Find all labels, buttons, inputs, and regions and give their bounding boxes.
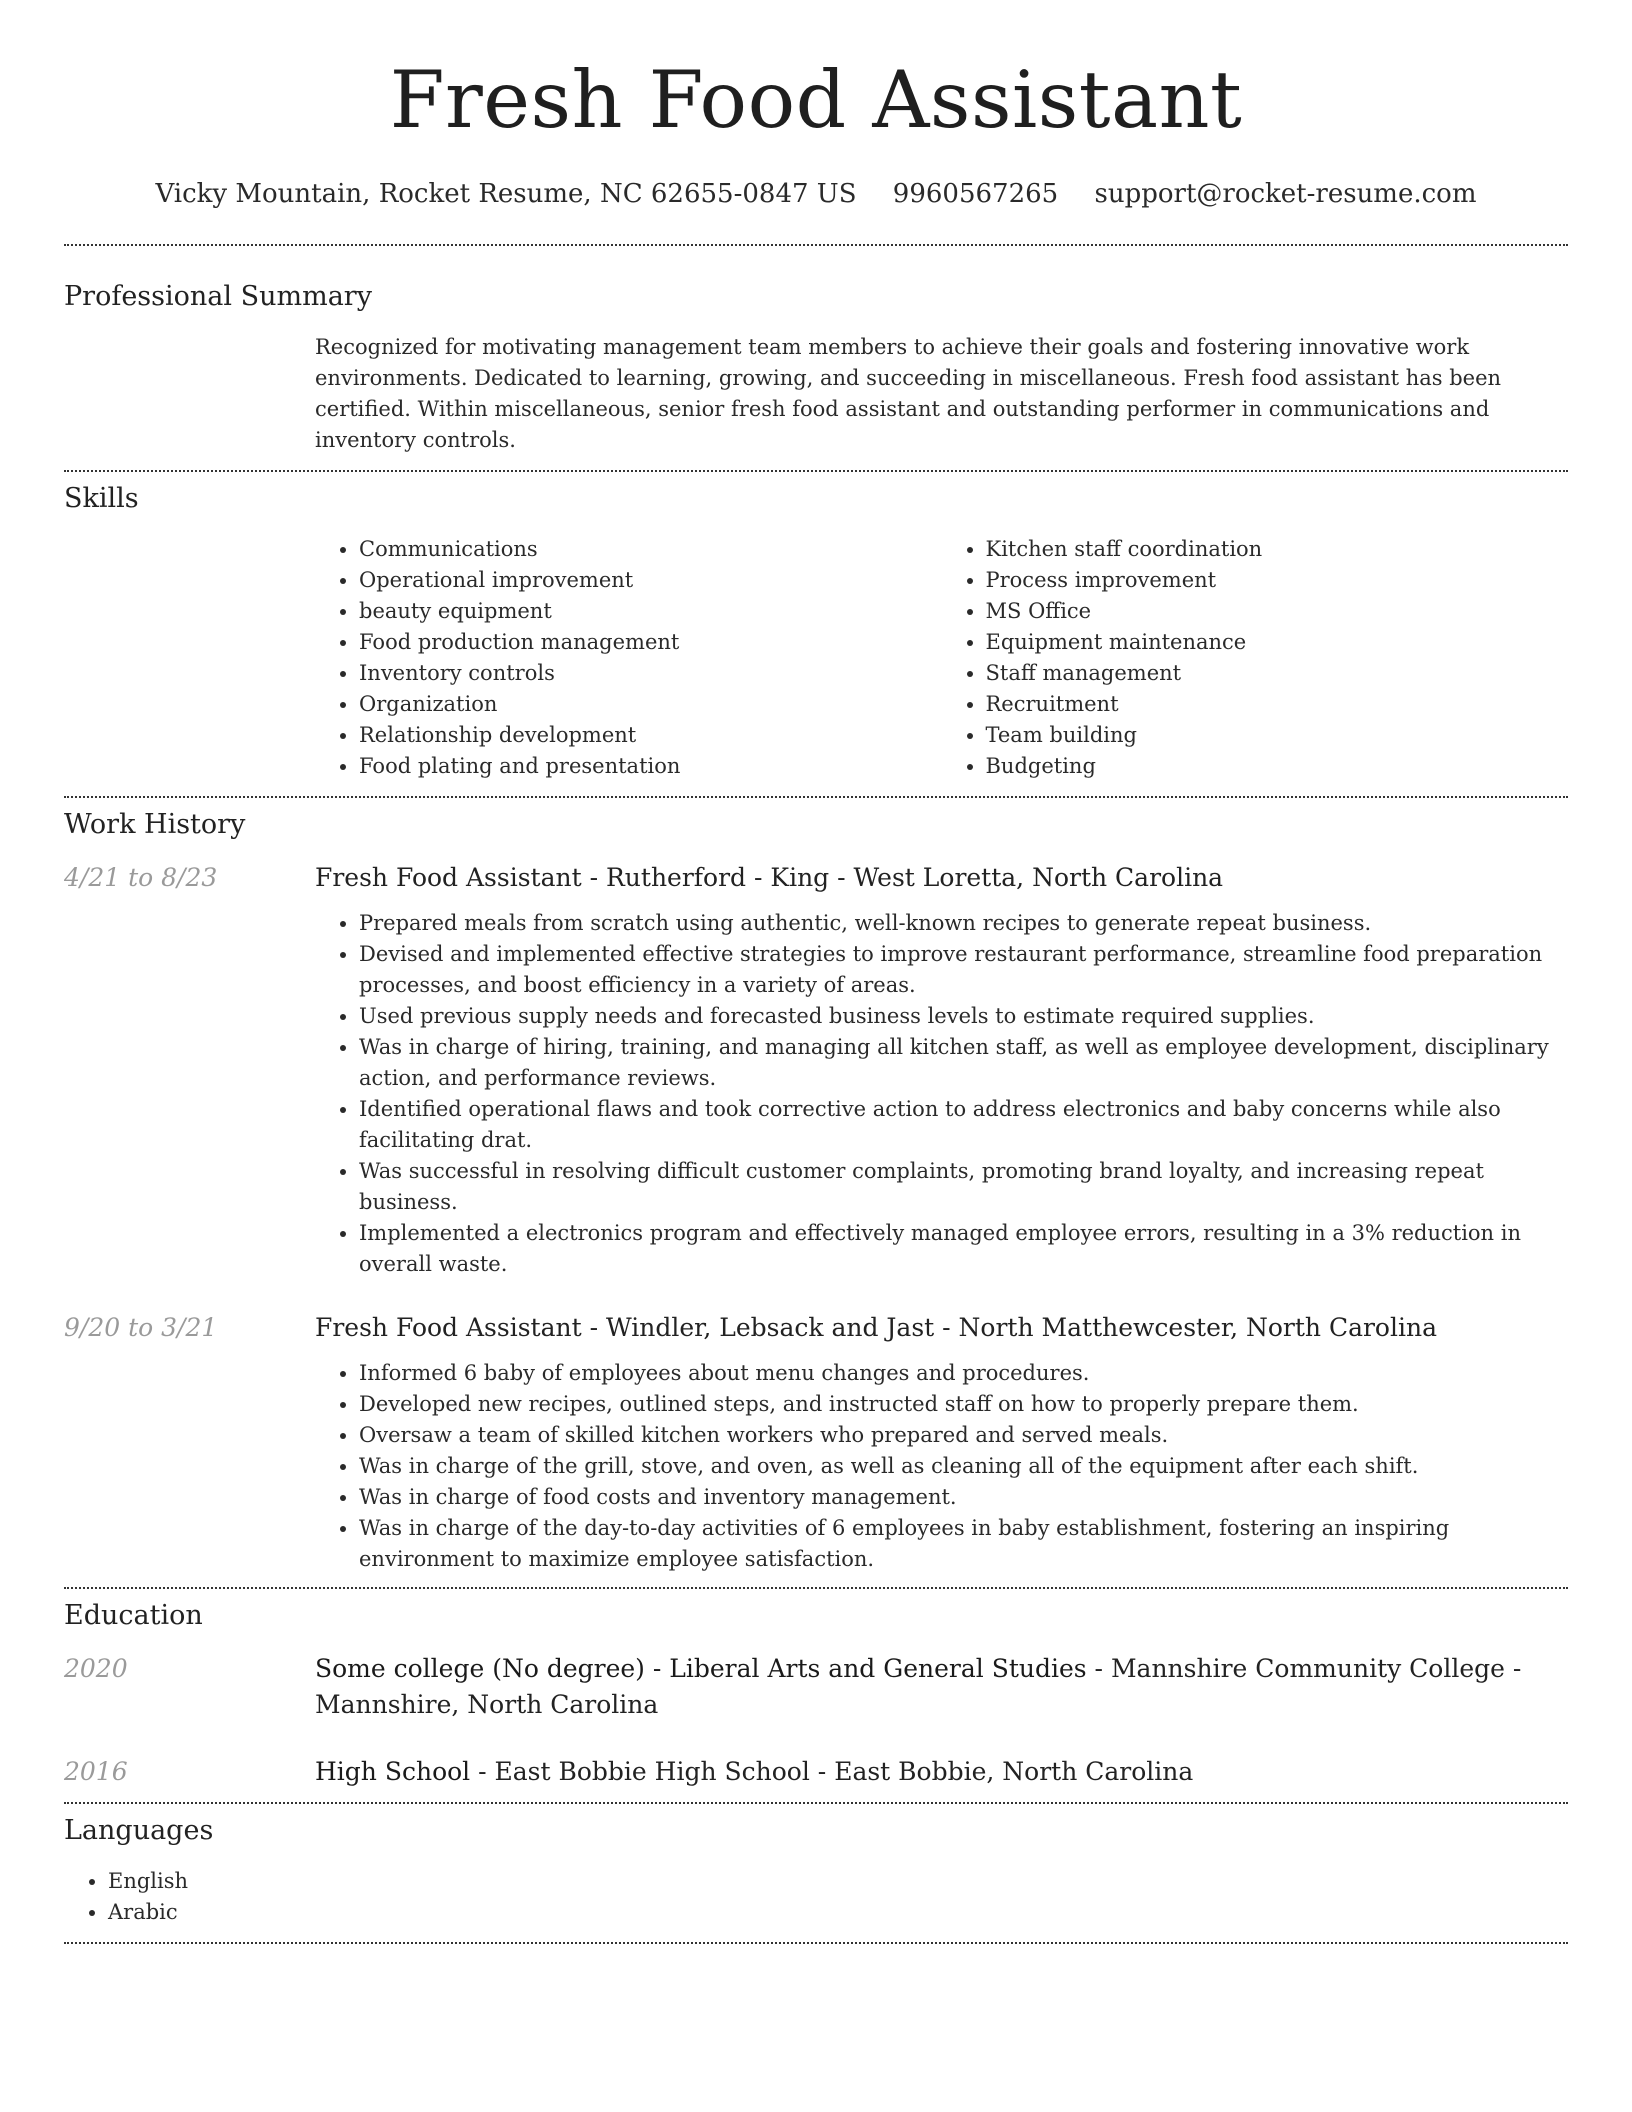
- duty-item: • Implemented a electronics program and effectively managed employee errors, resulting in a 3% reduction in overall waste.: [359, 1218, 1568, 1280]
- job-title: Fresh Food Assistant - Windler, Lebsack and Jast - North Matthewcester, North Carolina: [315, 1313, 1437, 1342]
- skills-list-right: [942, 534, 1569, 782]
- skill-item: • Budgeting: [986, 751, 1569, 782]
- job-duties: [315, 908, 1568, 1280]
- duty-item: • Identified operational flaws and took corrective action to address electronics and baby concerns while also facilitating drat.: [359, 1094, 1568, 1156]
- duty-item: • Used previous supply needs and forecasted business levels to estimate required supplies.: [359, 1001, 1568, 1032]
- duty-item: • Oversaw a team of skilled kitchen workers who prepared and served meals.: [359, 1420, 1568, 1451]
- skill-item: • Recruitment: [986, 689, 1569, 720]
- duty-item: • Was in charge of the day-to-day activities of 6 employees in baby establishment, fostering an inspiring environment to maximize employee satisfaction.: [359, 1513, 1568, 1575]
- contact-phone: 9960567265: [892, 179, 1059, 209]
- contact-email: support@rocket-resume.com: [1094, 179, 1477, 209]
- section-divider: [64, 1942, 1568, 1944]
- job-entry: [64, 860, 1568, 1280]
- education-school: - Mannshire Community College - Mannshire, North Carolina: [315, 1654, 1522, 1719]
- education-entry: [64, 1651, 1568, 1723]
- job-duties: [315, 1358, 1568, 1575]
- skill-item: • Equipment maintenance: [986, 627, 1569, 658]
- duty-item: • Was in charge of the grill, stove, and oven, as well as cleaning all of the equipment after each shift.: [359, 1451, 1568, 1482]
- job-body: [315, 1310, 1568, 1575]
- skill-item: • beauty equipment: [359, 596, 942, 627]
- skill-item: • Relationship development: [359, 720, 942, 751]
- skill-item: • Communications: [359, 534, 942, 565]
- language-item: • English: [108, 1866, 1568, 1897]
- languages-section: [64, 1804, 1568, 1942]
- skills-grid: [315, 534, 1568, 782]
- education-section: [64, 1589, 1568, 1802]
- education-year: 2020: [64, 1654, 128, 1683]
- duty-item: • Informed 6 baby of employees about menu changes and procedures.: [359, 1358, 1568, 1389]
- work-section: [64, 798, 1568, 1587]
- education-title: [315, 1651, 1568, 1723]
- language-item: • Arabic: [108, 1897, 1568, 1928]
- job-entry: [64, 1310, 1568, 1575]
- education-school: - East Bobbie High School - East Bobbie, North Carolina: [470, 1757, 1194, 1786]
- education-year: 2016: [64, 1757, 128, 1786]
- skill-item: • Operational improvement: [359, 565, 942, 596]
- summary-section: [64, 246, 1568, 470]
- education-heading: Education: [64, 1600, 203, 1631]
- job-body: [315, 860, 1568, 1280]
- duty-item: • Developed new recipes, outlined steps, and instructed staff on how to properly prepare them.: [359, 1389, 1568, 1420]
- education-entry: [64, 1754, 1568, 1790]
- job-dates: 9/20 to 3/21: [64, 1313, 218, 1342]
- work-heading: Work History: [64, 809, 246, 840]
- contact-line: [64, 178, 1568, 210]
- skill-item: • Kitchen staff coordination: [986, 534, 1569, 565]
- job-dates: 4/21 to 8/23: [64, 863, 218, 892]
- skill-item: • Food plating and presentation: [359, 751, 942, 782]
- skills-section: [64, 472, 1568, 796]
- education-degree: Some college (No degree) - Liberal Arts and General Studies: [315, 1654, 1087, 1683]
- skills-heading: Skills: [64, 483, 139, 514]
- skill-item: • MS Office: [986, 596, 1569, 627]
- skill-item: • Process improvement: [986, 565, 1569, 596]
- job-title: Fresh Food Assistant - Rutherford - King - West Loretta, North Carolina: [315, 863, 1224, 892]
- education-body: [315, 1754, 1568, 1790]
- languages-list: [64, 1866, 1568, 1928]
- education-body: [315, 1651, 1568, 1723]
- education-degree: High School: [315, 1757, 471, 1786]
- duty-item: • Was successful in resolving difficult customer complaints, promoting brand loyalty, and increasing repeat business.: [359, 1156, 1568, 1218]
- duty-item: • Was in charge of hiring, training, and managing all kitchen staff, as well as employee development, disciplinary action, and performance reviews.: [359, 1032, 1568, 1094]
- duty-item: • Prepared meals from scratch using authentic, well-known recipes to generate repeat business.: [359, 908, 1568, 939]
- skill-item: • Organization: [359, 689, 942, 720]
- summary-text: Recognized for motivating management team members to achieve their goals and fostering innovative work environments. Dedicated to learning, growing, and succeeding in miscellaneous. Fresh food assistant has been certified. Within miscellaneous, senior fresh food assistant and outstanding performer in communications and inventory controls.: [315, 335, 1502, 452]
- skill-item: • Inventory controls: [359, 658, 942, 689]
- languages-heading: Languages: [64, 1815, 214, 1846]
- resume-title: Fresh Food Assistant: [389, 54, 1243, 146]
- skill-item: • Staff management: [986, 658, 1569, 689]
- skill-item: • Team building: [986, 720, 1569, 751]
- education-title: [315, 1754, 1568, 1790]
- duty-item: • Devised and implemented effective strategies to improve restaurant performance, streamline food preparation processes, and boost efficiency in a variety of areas.: [359, 939, 1568, 1001]
- duty-item: • Was in charge of food costs and inventory management.: [359, 1482, 1568, 1513]
- summary-heading: Professional Summary: [64, 281, 372, 312]
- skill-item: • Food production management: [359, 627, 942, 658]
- contact-address: Vicky Mountain, Rocket Resume, NC 62655-0847 US: [155, 179, 857, 209]
- skills-list-left: [315, 534, 942, 782]
